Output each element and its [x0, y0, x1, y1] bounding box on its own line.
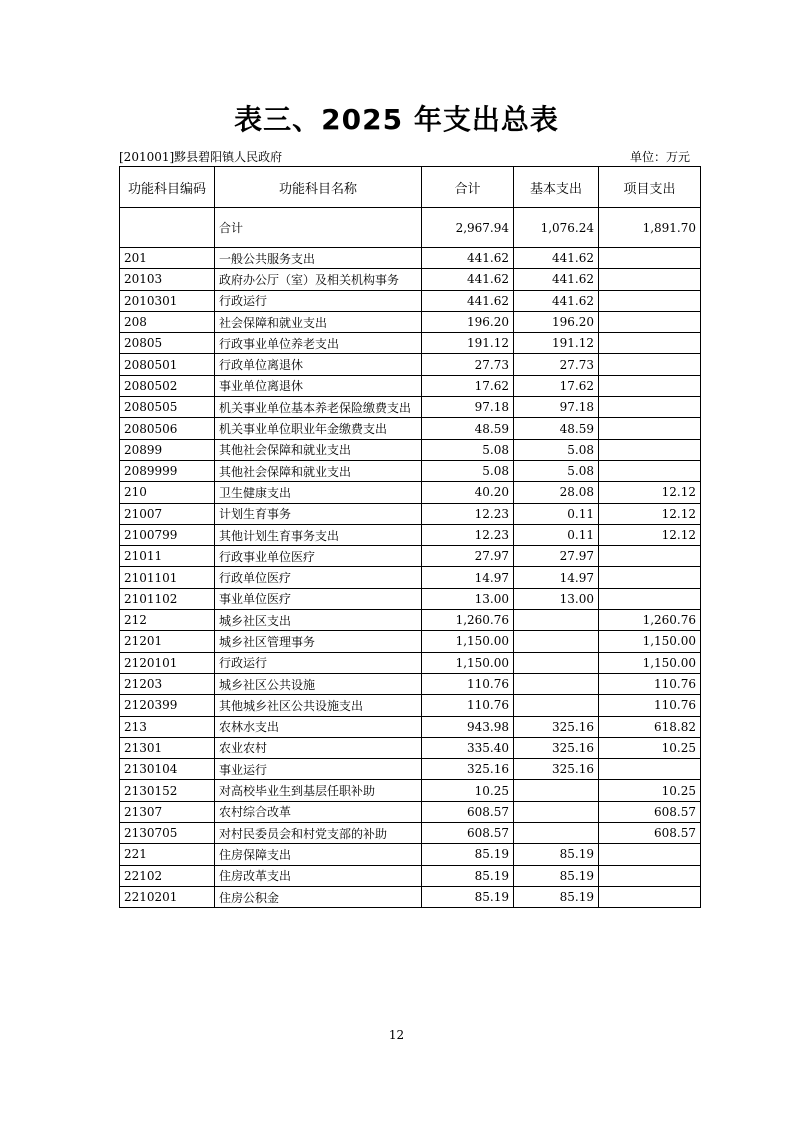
cell-name: 行政运行: [215, 290, 422, 311]
cell-name: 住房保障支出: [215, 844, 422, 865]
cell-total: 196.20: [422, 311, 514, 332]
table-row: [120, 482, 701, 503]
table-row: [120, 588, 701, 609]
cell-code: 2080506: [120, 418, 215, 439]
cell-project: 110.76: [599, 695, 701, 716]
cell-project: 12.12: [599, 503, 701, 524]
cell-project: 12.12: [599, 524, 701, 545]
cell-code: 2100799: [120, 524, 215, 545]
table-row: [120, 865, 701, 886]
cell-project: 10.25: [599, 780, 701, 801]
cell-name: 农村综合改革: [215, 801, 422, 822]
cell-basic: 13.00: [514, 588, 599, 609]
cell-total: 12.23: [422, 524, 514, 545]
cell-total: 2,967.94: [422, 208, 514, 248]
cell-name: 事业运行: [215, 759, 422, 780]
cell-project: [599, 290, 701, 311]
table-row: [120, 759, 701, 780]
cell-name: 城乡社区管理事务: [215, 631, 422, 652]
cell-basic: 48.59: [514, 418, 599, 439]
cell-name: 其他社会保障和就业支出: [215, 439, 422, 460]
table-row: [120, 311, 701, 332]
cell-total: 325.16: [422, 759, 514, 780]
cell-name: 农林水支出: [215, 716, 422, 737]
cell-total: 48.59: [422, 418, 514, 439]
cell-name: 对高校毕业生到基层任职补助: [215, 780, 422, 801]
cell-total: 110.76: [422, 673, 514, 694]
cell-code: 201: [120, 248, 215, 269]
cell-total: 85.19: [422, 844, 514, 865]
table-row: [120, 375, 701, 396]
page-title: 表三、2025 年支出总表: [234, 103, 559, 136]
cell-name: 事业单位医疗: [215, 588, 422, 609]
cell-project: [599, 397, 701, 418]
cell-project: 1,150.00: [599, 652, 701, 673]
cell-basic: [514, 780, 599, 801]
cell-basic: 0.11: [514, 524, 599, 545]
cell-name: 行政事业单位医疗: [215, 546, 422, 567]
cell-code: 21203: [120, 673, 215, 694]
unit-organization: [201001]黟县碧阳镇人民政府: [119, 150, 283, 164]
cell-total: 5.08: [422, 460, 514, 481]
cell-project: 608.57: [599, 801, 701, 822]
cell-total: 27.97: [422, 546, 514, 567]
cell-name: 城乡社区公共设施: [215, 673, 422, 694]
cell-code: 208: [120, 311, 215, 332]
cell-total: 1,150.00: [422, 652, 514, 673]
cell-basic: 27.73: [514, 354, 599, 375]
cell-total: 17.62: [422, 375, 514, 396]
cell-name: 其他社会保障和就业支出: [215, 460, 422, 481]
cell-basic: 441.62: [514, 248, 599, 269]
cell-project: [599, 759, 701, 780]
cell-name: 机关事业单位基本养老保险缴费支出: [215, 397, 422, 418]
cell-project: [599, 865, 701, 886]
cell-name: 社会保障和就业支出: [215, 311, 422, 332]
cell-total: 441.62: [422, 248, 514, 269]
cell-code: 21011: [120, 546, 215, 567]
cell-total: 27.73: [422, 354, 514, 375]
cell-total: 335.40: [422, 737, 514, 758]
cell-project: [599, 269, 701, 290]
cell-total: 1,260.76: [422, 610, 514, 631]
cell-project: [599, 546, 701, 567]
cell-name: 合计: [215, 208, 422, 248]
header-project: 项目支出: [599, 167, 701, 208]
cell-total: 85.19: [422, 865, 514, 886]
table-row: [120, 886, 701, 907]
cell-basic: [514, 801, 599, 822]
cell-code: 2080501: [120, 354, 215, 375]
cell-basic: 85.19: [514, 844, 599, 865]
cell-project: [599, 439, 701, 460]
cell-project: 1,150.00: [599, 631, 701, 652]
cell-name: 行政事业单位养老支出: [215, 333, 422, 354]
cell-code: 2120101: [120, 652, 215, 673]
table-row: [120, 460, 701, 481]
cell-code: 20805: [120, 333, 215, 354]
cell-code: 213: [120, 716, 215, 737]
cell-project: [599, 844, 701, 865]
table-row: [120, 354, 701, 375]
table-row: [120, 546, 701, 567]
cell-basic: 5.08: [514, 460, 599, 481]
cell-code: 2010301: [120, 290, 215, 311]
cell-name: 住房改革支出: [215, 865, 422, 886]
cell-basic: 85.19: [514, 865, 599, 886]
cell-total: 1,150.00: [422, 631, 514, 652]
table-row: [120, 673, 701, 694]
cell-basic: 191.12: [514, 333, 599, 354]
cell-code: 21007: [120, 503, 215, 524]
cell-code: 20103: [120, 269, 215, 290]
cell-code: 212: [120, 610, 215, 631]
cell-project: 1,891.70: [599, 208, 701, 248]
cell-project: 110.76: [599, 673, 701, 694]
cell-total: 14.97: [422, 567, 514, 588]
cell-project: 10.25: [599, 737, 701, 758]
cell-basic: 27.97: [514, 546, 599, 567]
cell-name: 其他城乡社区公共设施支出: [215, 695, 422, 716]
cell-code: 2089999: [120, 460, 215, 481]
cell-code: 2101102: [120, 588, 215, 609]
header-total: 合计: [422, 167, 514, 208]
cell-total: 943.98: [422, 716, 514, 737]
cell-basic: 325.16: [514, 759, 599, 780]
cell-name: 行政单位离退休: [215, 354, 422, 375]
cell-basic: 441.62: [514, 290, 599, 311]
table-row: [120, 439, 701, 460]
cell-basic: 5.08: [514, 439, 599, 460]
cell-project: 1,260.76: [599, 610, 701, 631]
cell-project: 12.12: [599, 482, 701, 503]
cell-basic: 196.20: [514, 311, 599, 332]
cell-name: 政府办公厅（室）及相关机构事务: [215, 269, 422, 290]
table-row: [120, 248, 701, 269]
cell-project: [599, 567, 701, 588]
cell-total: 13.00: [422, 588, 514, 609]
table-row: [120, 567, 701, 588]
cell-total: 441.62: [422, 290, 514, 311]
cell-code: 21307: [120, 801, 215, 822]
cell-project: [599, 886, 701, 907]
cell-name: 行政单位医疗: [215, 567, 422, 588]
cell-basic: 97.18: [514, 397, 599, 418]
cell-basic: [514, 673, 599, 694]
cell-total: 10.25: [422, 780, 514, 801]
cell-code: 21301: [120, 737, 215, 758]
cell-code: 2130705: [120, 823, 215, 844]
cell-project: [599, 311, 701, 332]
cell-code: 2120399: [120, 695, 215, 716]
cell-project: [599, 418, 701, 439]
cell-basic: 1,076.24: [514, 208, 599, 248]
table-row: [120, 652, 701, 673]
table-row: [120, 397, 701, 418]
cell-basic: 17.62: [514, 375, 599, 396]
cell-name: 对村民委员会和村党支部的补助: [215, 823, 422, 844]
cell-total: 85.19: [422, 886, 514, 907]
cell-project: [599, 375, 701, 396]
table-row: [120, 695, 701, 716]
cell-code: 2210201: [120, 886, 215, 907]
cell-name: 行政运行: [215, 652, 422, 673]
cell-code: 2080502: [120, 375, 215, 396]
table-row: [120, 801, 701, 822]
cell-name: 机关事业单位职业年金缴费支出: [215, 418, 422, 439]
cell-project: [599, 248, 701, 269]
table-row: [120, 737, 701, 758]
cell-project: 608.57: [599, 823, 701, 844]
cell-basic: 28.08: [514, 482, 599, 503]
page-number: 12: [388, 1028, 405, 1042]
cell-code: 22102: [120, 865, 215, 886]
cell-project: [599, 354, 701, 375]
table-row: [120, 780, 701, 801]
table-row: [120, 823, 701, 844]
cell-basic: [514, 631, 599, 652]
cell-code: 210: [120, 482, 215, 503]
cell-basic: [514, 652, 599, 673]
cell-basic: [514, 610, 599, 631]
cell-basic: 0.11: [514, 503, 599, 524]
cell-total: 608.57: [422, 823, 514, 844]
cell-basic: 325.16: [514, 737, 599, 758]
table-header-row: [120, 167, 701, 208]
cell-code: 221: [120, 844, 215, 865]
cell-name: 城乡社区支出: [215, 610, 422, 631]
cell-project: [599, 460, 701, 481]
cell-code: 2130152: [120, 780, 215, 801]
cell-basic: 14.97: [514, 567, 599, 588]
header-name: 功能科目名称: [215, 167, 422, 208]
cell-total: 40.20: [422, 482, 514, 503]
cell-total: 110.76: [422, 695, 514, 716]
table-row: [120, 503, 701, 524]
cell-total: 97.18: [422, 397, 514, 418]
cell-code: 2101101: [120, 567, 215, 588]
cell-basic: 85.19: [514, 886, 599, 907]
cell-project: 618.82: [599, 716, 701, 737]
cell-code: [120, 208, 215, 248]
header-code: 功能科目编码: [120, 167, 215, 208]
cell-code: 2130104: [120, 759, 215, 780]
table-row: [120, 290, 701, 311]
cell-name: 住房公积金: [215, 886, 422, 907]
cell-basic: [514, 823, 599, 844]
cell-code: 21201: [120, 631, 215, 652]
cell-project: [599, 588, 701, 609]
cell-total: 441.62: [422, 269, 514, 290]
cell-basic: 441.62: [514, 269, 599, 290]
header-basic: 基本支出: [514, 167, 599, 208]
cell-total: 608.57: [422, 801, 514, 822]
table-row: [120, 844, 701, 865]
cell-name: 计划生育事务: [215, 503, 422, 524]
cell-basic: 325.16: [514, 716, 599, 737]
cell-name: 其他计划生育事务支出: [215, 524, 422, 545]
cell-total: 12.23: [422, 503, 514, 524]
table-row: [120, 610, 701, 631]
cell-code: 2080505: [120, 397, 215, 418]
cell-basic: [514, 695, 599, 716]
table-row: [120, 716, 701, 737]
table-row: [120, 524, 701, 545]
cell-total: 191.12: [422, 333, 514, 354]
table-row: [120, 631, 701, 652]
table-row: [120, 269, 701, 290]
table-row: [120, 418, 701, 439]
table-row: [120, 333, 701, 354]
cell-name: 卫生健康支出: [215, 482, 422, 503]
cell-total: 5.08: [422, 439, 514, 460]
cell-name: 农业农村: [215, 737, 422, 758]
cell-name: 事业单位离退休: [215, 375, 422, 396]
total-row: [120, 208, 701, 248]
cell-code: 20899: [120, 439, 215, 460]
unit-label: 单位：万元: [629, 150, 690, 164]
cell-name: 一般公共服务支出: [215, 248, 422, 269]
expenditure-table: [119, 166, 701, 908]
cell-project: [599, 333, 701, 354]
